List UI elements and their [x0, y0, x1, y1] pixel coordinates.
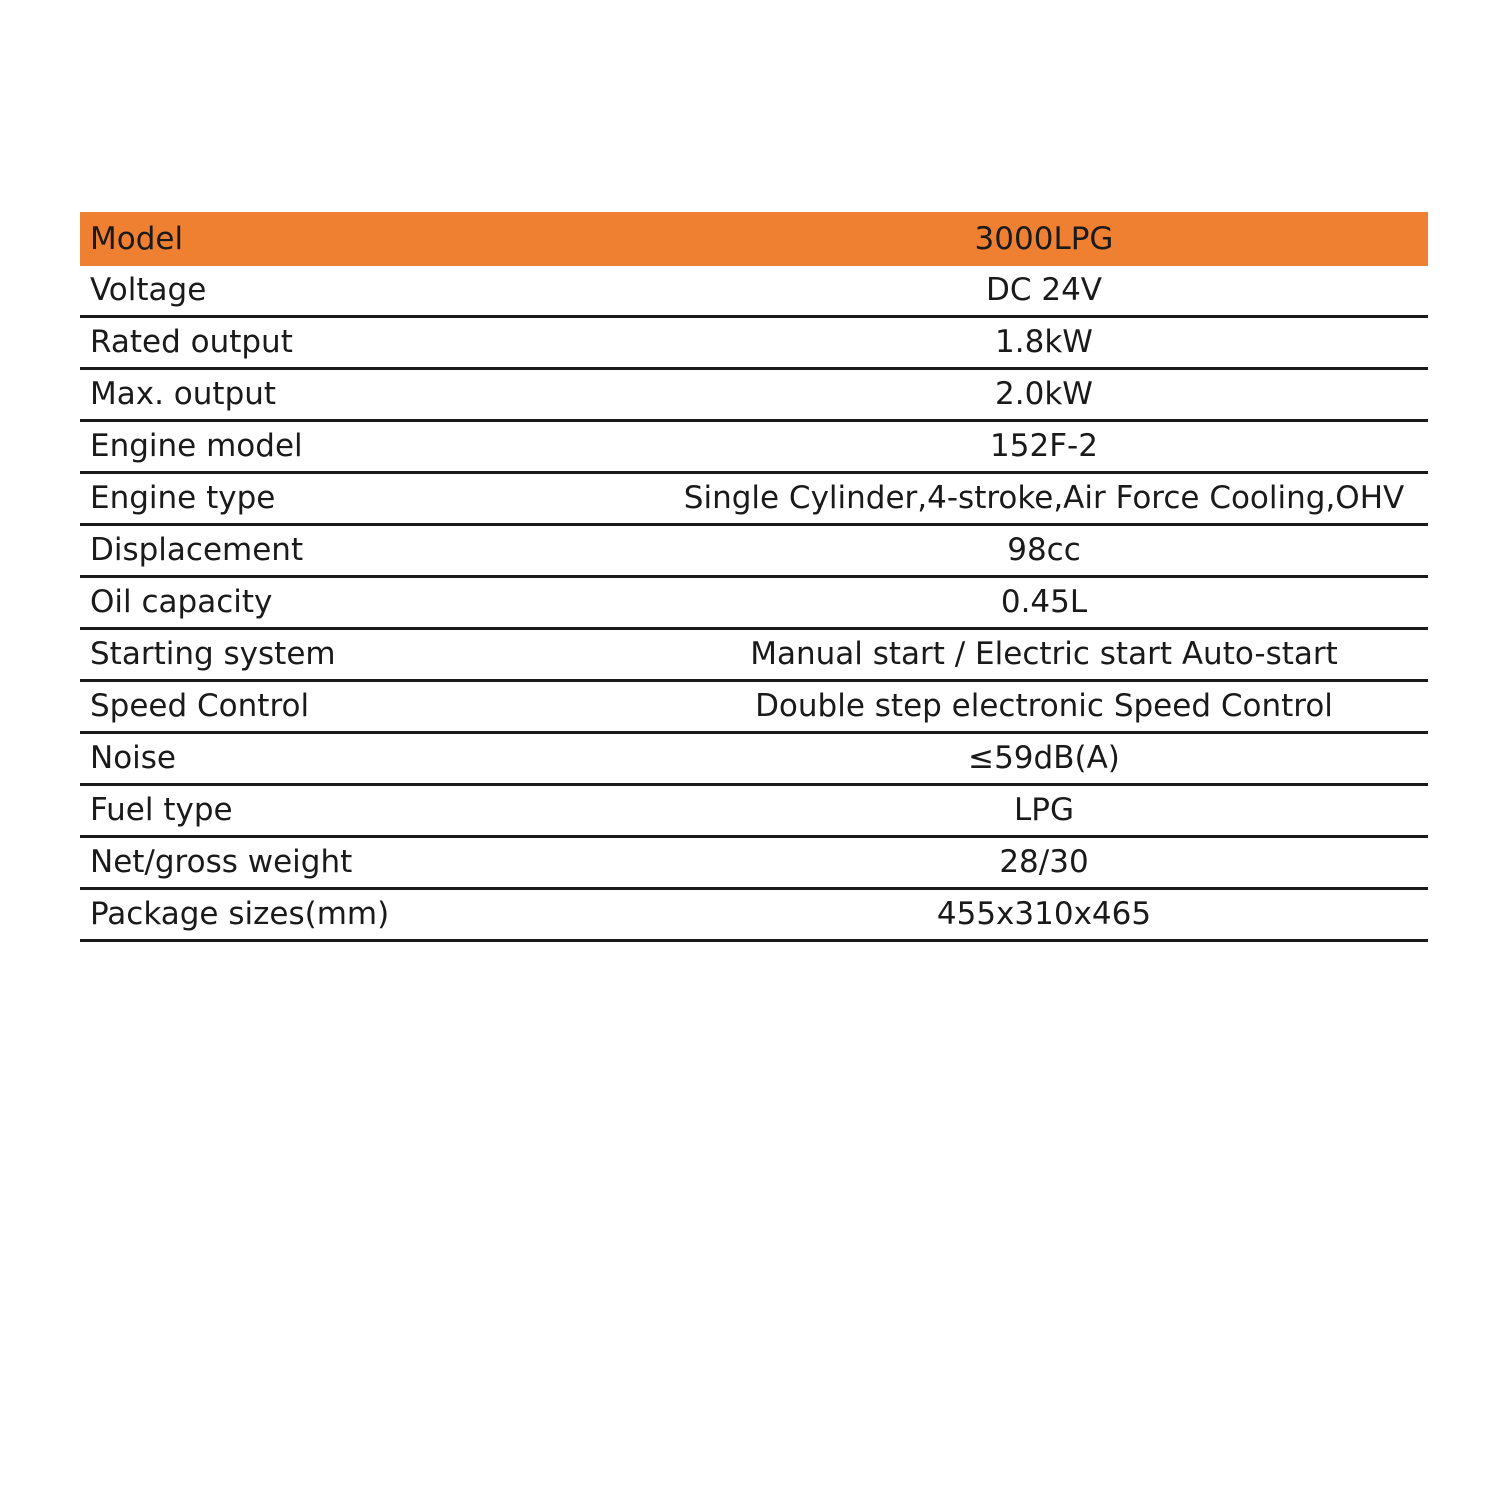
table-row	[80, 786, 1428, 838]
table-row	[80, 734, 1428, 786]
row-value: Double step electronic Speed Control	[755, 688, 1333, 724]
table-row	[80, 266, 1428, 318]
table-row	[80, 318, 1428, 370]
row-label: Rated output	[90, 324, 293, 360]
row-value: 1.8kW	[995, 324, 1093, 360]
row-value: 28/30	[999, 844, 1089, 880]
row-label: Speed Control	[90, 688, 310, 724]
table-row	[80, 890, 1428, 942]
table-header-row	[80, 212, 1428, 266]
table-row	[80, 578, 1428, 630]
row-value: 0.45L	[1000, 584, 1088, 620]
table-row	[80, 630, 1428, 682]
row-label: Package sizes(mm)	[90, 896, 390, 932]
row-value: Manual start / Electric start Auto-start	[750, 636, 1338, 672]
row-label: Net/gross weight	[90, 844, 353, 880]
row-label: Engine type	[90, 480, 276, 516]
table-row	[80, 838, 1428, 890]
table-row	[80, 526, 1428, 578]
row-label: Voltage	[90, 272, 207, 308]
row-label: Starting system	[90, 636, 336, 672]
row-value: 2.0kW	[995, 376, 1093, 412]
table-row	[80, 370, 1428, 422]
row-value: 98cc	[1007, 532, 1081, 568]
row-label: Engine model	[90, 428, 303, 464]
table-row	[80, 422, 1428, 474]
spec-table	[80, 212, 1428, 942]
row-label: Max. output	[90, 376, 277, 412]
header-label: Model	[90, 220, 184, 257]
row-value: DC 24V	[985, 272, 1103, 308]
row-value: Single Cylinder,4-stroke,Air Force Cooling,OHV	[683, 480, 1405, 516]
row-label: Fuel type	[90, 792, 233, 828]
row-value: LPG	[1014, 792, 1074, 828]
table-row	[80, 682, 1428, 734]
row-value: 152F-2	[990, 428, 1098, 464]
table-row	[80, 474, 1428, 526]
row-label: Displacement	[90, 532, 304, 568]
row-value: 455x310x465	[936, 896, 1152, 932]
row-label: Oil capacity	[90, 584, 273, 620]
row-label: Noise	[90, 740, 176, 776]
header-value: 3000LPG	[974, 220, 1114, 257]
row-value: ≤59dB(A)	[968, 740, 1120, 776]
